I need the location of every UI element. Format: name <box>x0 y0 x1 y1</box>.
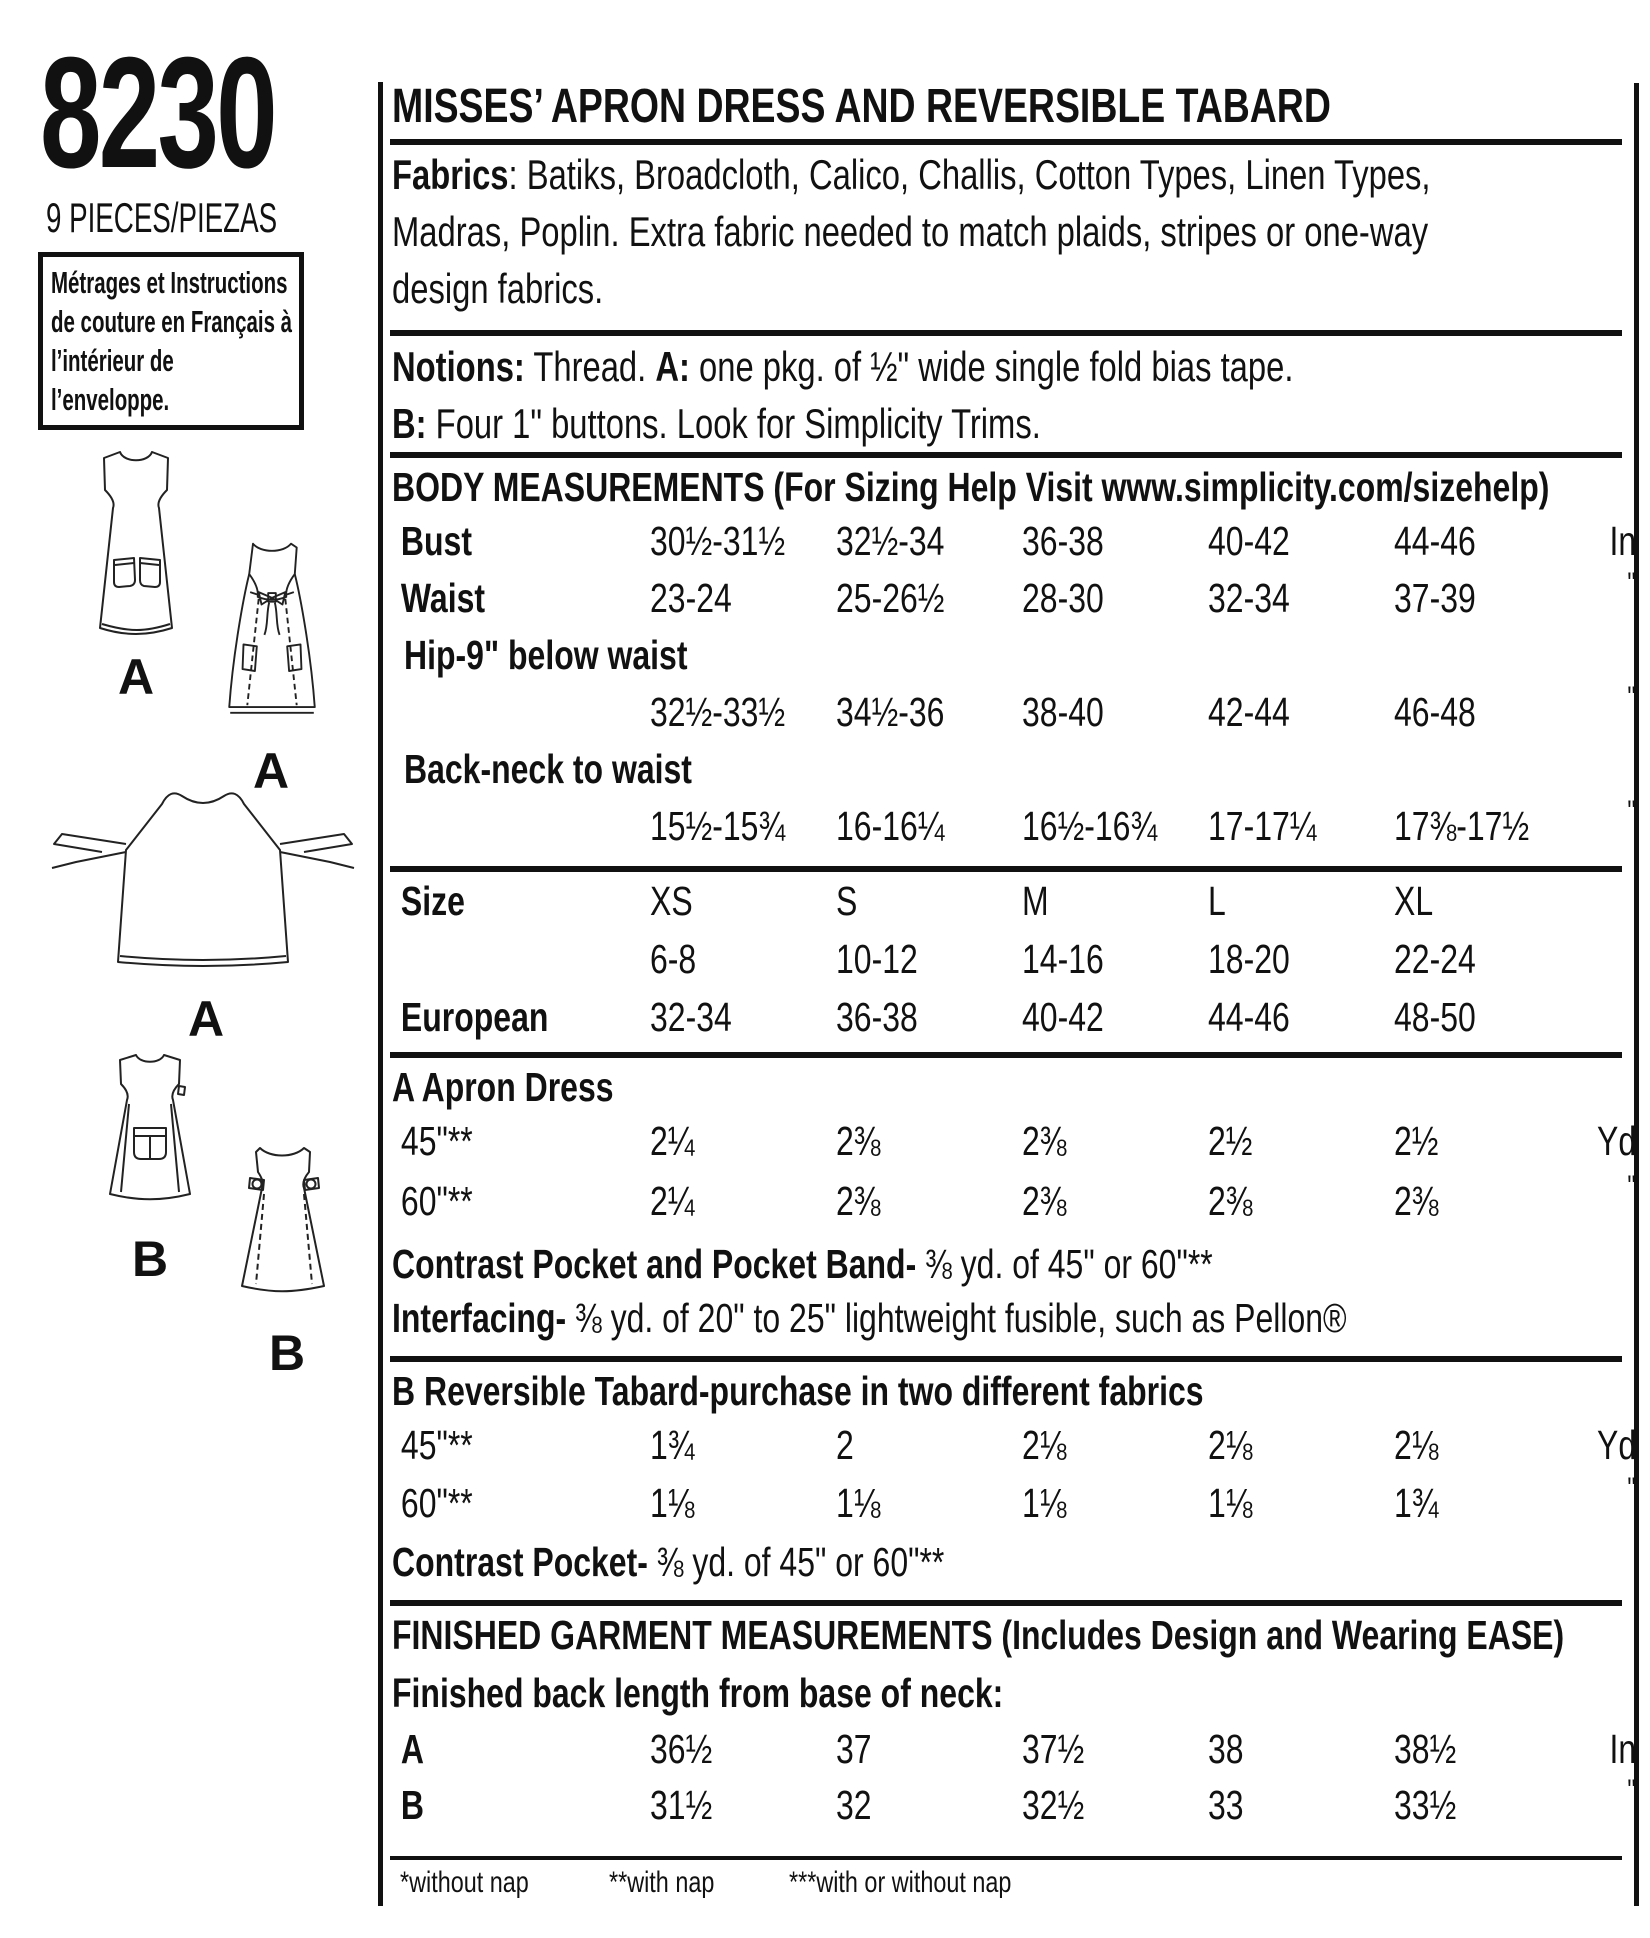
unit-label: In <box>1609 1726 1636 1772</box>
finished-measurements-header: FINISHED GARMENT MEASUREMENTS (Includes Design and Wearing EASE) <box>392 1612 1565 1658</box>
apron-dress-header: A Apron Dress <box>392 1064 614 1110</box>
fabrics-line-3: design fabrics. <box>392 265 604 312</box>
ditto-mark: " <box>1627 681 1636 714</box>
table-row-finished-b: B 31½ 32 32½ 33 33½ " <box>390 1782 1636 1829</box>
notions-line-2: B: Four 1" buttons. Look for Simplicity Trims. <box>392 400 1041 447</box>
row-label: B <box>400 1782 425 1828</box>
section-rule <box>390 1356 1622 1362</box>
section-rule <box>390 1052 1622 1058</box>
table-row-backneck: 15½-15¾ 16-16¼ 16½-16¾ 17-17¼ 17⅜-17½ " <box>650 795 1636 849</box>
garment-label-a-front: A <box>118 649 155 705</box>
french-note-box <box>38 252 304 430</box>
footnotes <box>400 1866 1110 1900</box>
garment-label-a-flat: A <box>188 991 225 1047</box>
section-rule <box>390 866 1622 872</box>
table-row-apron-60: 60"** 2¼ 2⅜ 2⅜ 2⅜ 2⅜ " <box>390 1178 1636 1225</box>
section-rule <box>390 330 1622 336</box>
fabrics-line-1: Fabrics: Batiks, Broadcloth, Calico, Challis, Cotton Types, Linen Types, <box>392 151 1431 198</box>
table-row-hip: 32½-33½ 34½-36 38-40 42-44 46-48 " <box>650 681 1636 735</box>
pattern-number: 8230 <box>40 25 275 201</box>
fabrics-line-2: Madras, Poplin. Extra fabric needed to match plaids, stripes or one-way <box>392 208 1429 255</box>
contrast-pocket-band-line: Contrast Pocket and Pocket Band- ⅜ yd. of 45" or 60"** <box>392 1241 1213 1287</box>
french-note-line: de couture en Français à <box>51 304 293 339</box>
section-rule <box>390 139 1622 145</box>
row-label: European <box>400 994 549 1040</box>
notions-line-1: Notions: Thread. A: one pkg. of ½" wide single fold bias tape. <box>392 343 1294 390</box>
row-label: Waist <box>400 575 486 621</box>
garment-label-b-front: B <box>132 1231 169 1287</box>
french-note-line: l’intérieur de <box>51 343 174 378</box>
interfacing-line: Interfacing- ⅜ yd. of 20" to 25" lightweight fusible, such as Pellon® <box>392 1295 1347 1341</box>
fabrics-label: Fabrics <box>392 151 509 198</box>
footnote-rule <box>390 1856 1622 1860</box>
garment-label-a-back: A <box>253 743 290 799</box>
tabard-front-drawing <box>96 1052 204 1202</box>
french-note-line: Métrages et Instructions <box>51 265 288 300</box>
body-measurements-header: BODY MEASUREMENTS (For Sizing Help Visit www.simplicity.com/sizehelp) <box>392 464 1550 510</box>
tabard-header: B Reversible Tabard-purchase in two different fabrics <box>392 1368 1204 1414</box>
unit-label: In <box>1609 518 1636 564</box>
apron-dress-back-drawing <box>222 538 322 728</box>
row-label: 45"** <box>400 1118 473 1164</box>
unit-label: Yd <box>1596 1422 1636 1468</box>
french-note-line: l’enveloppe. <box>51 382 170 417</box>
section-rule <box>390 1600 1622 1606</box>
table-row-waist: Waist 23-24 25-26½ 28-30 32-34 37-39 " <box>390 575 1636 622</box>
footnote-without-nap: *without nap <box>400 1866 529 1899</box>
row-label: Bust <box>400 518 472 564</box>
garment-label-b-side: B <box>269 1325 306 1381</box>
table-row-bust: Bust 30½-31½ 32½-34 36-38 40-42 44-46 In <box>390 518 1636 565</box>
row-label: 45"** <box>400 1422 473 1468</box>
row-label: A <box>400 1726 425 1772</box>
footnote-with-or-without-nap: ***with or without nap <box>788 1866 1012 1899</box>
pieces-count: 9 PIECES/PIEZAS <box>46 194 278 241</box>
section-rule <box>390 452 1622 458</box>
row-label: 60"** <box>400 1480 473 1526</box>
contrast-pocket-line: Contrast Pocket- ⅜ yd. of 45" or 60"** <box>392 1539 945 1585</box>
backneck-row-label: Back-neck to waist <box>404 746 692 792</box>
tabard-side-drawing <box>232 1138 336 1294</box>
unit-label: Yd <box>1596 1118 1636 1164</box>
table-row-finished-a: A 36½ 37 37½ 38 38½ In <box>390 1726 1636 1773</box>
table-row-european: European 32-34 36-38 40-42 44-46 48-50 <box>390 994 1636 1041</box>
hip-row-label: Hip-9" below waist <box>404 632 688 678</box>
notions-label: Notions: <box>392 343 525 390</box>
table-row-apron-45: 45"** 2¼ 2⅜ 2⅜ 2½ 2½ Yd <box>390 1118 1636 1165</box>
page-title: MISSES’ APRON DRESS AND REVERSIBLE TABARD <box>392 80 1331 133</box>
table-row-size-numbers: 6-8 10-12 14-16 18-20 22-24 <box>650 936 1476 982</box>
footnote-with-nap: **with nap <box>609 1866 715 1899</box>
finished-back-length-label: Finished back length from base of neck: <box>392 1670 1004 1716</box>
apron-dress-front-drawing <box>84 448 188 644</box>
ditto-mark: " <box>1627 1774 1636 1807</box>
column-divider-line <box>378 82 383 1906</box>
table-row-tabard-45: 45"** 1¾ 2 2⅛ 2⅛ 2⅛ Yd <box>390 1422 1636 1469</box>
apron-flat-drawing <box>42 782 364 978</box>
ditto-mark: " <box>1627 1472 1636 1505</box>
row-label: 60"** <box>400 1178 473 1224</box>
ditto-mark: " <box>1627 567 1636 600</box>
table-row-tabard-60: 60"** 1⅛ 1⅛ 1⅛ 1⅛ 1¾ " <box>390 1480 1636 1527</box>
row-label: Size <box>400 878 465 924</box>
ditto-mark: " <box>1627 1170 1636 1203</box>
ditto-mark: " <box>1627 795 1636 828</box>
table-row-size: Size XS S M L XL <box>390 878 1636 925</box>
